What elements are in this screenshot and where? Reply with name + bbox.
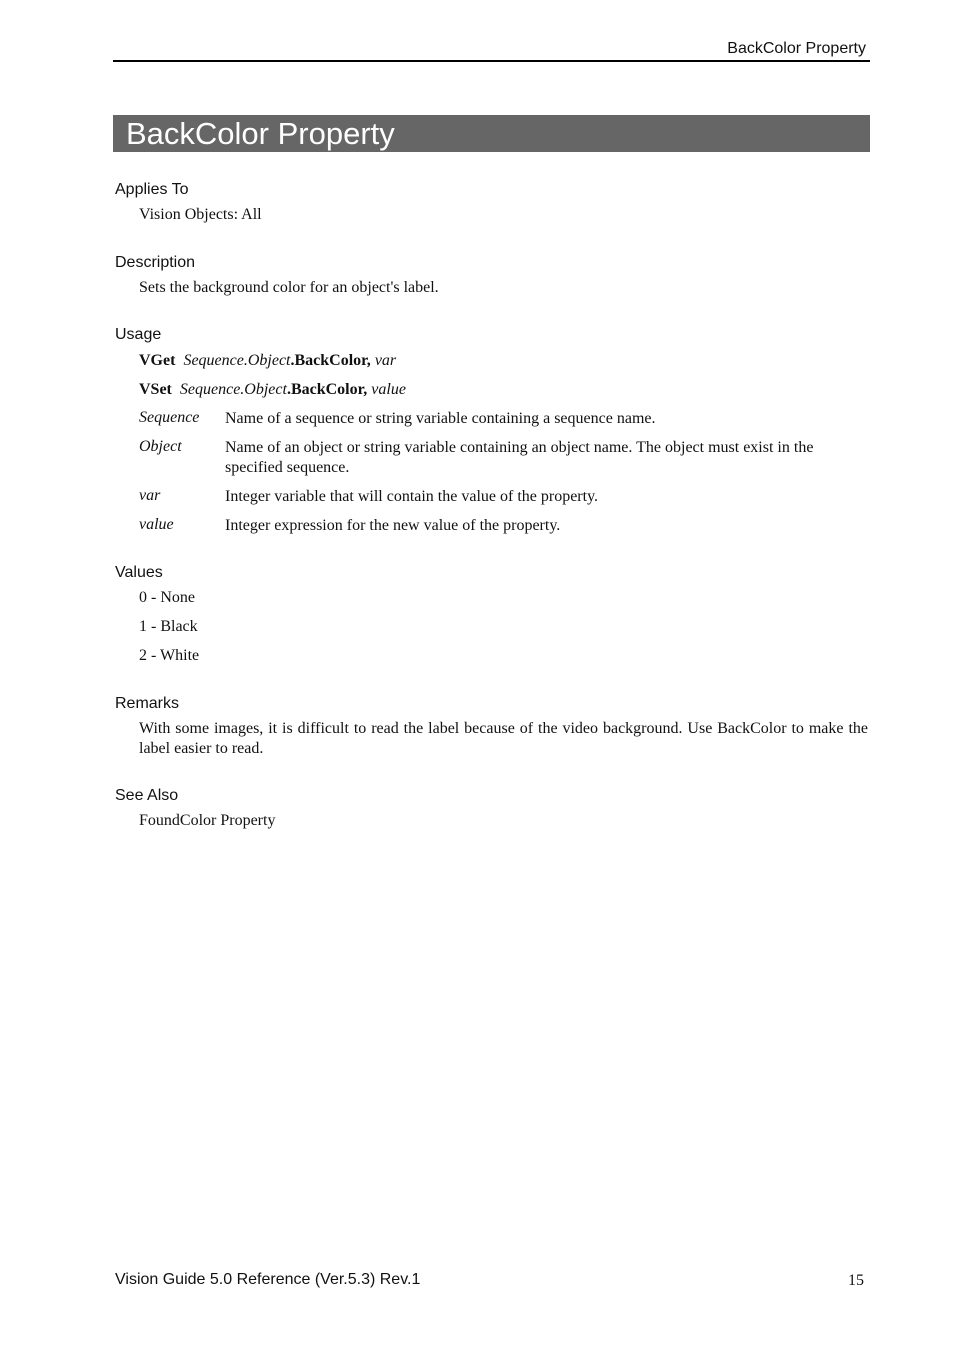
footer-page-number: 15 xyxy=(848,1272,864,1289)
param-term-value: value xyxy=(139,516,174,533)
page-title: BackColor Property xyxy=(126,116,395,151)
param-desc-sequence: Name of a sequence or string variable containing a sequence name. xyxy=(225,410,656,427)
value-item-white: 2 - White xyxy=(139,647,200,664)
running-header: BackColor Property xyxy=(727,40,866,57)
usage-heading: Usage xyxy=(115,326,162,343)
param-term-sequence: Sequence xyxy=(139,409,200,426)
param-desc-value: Integer expression for the new value of the property. xyxy=(225,517,561,534)
usage-vset-syntax xyxy=(139,380,406,400)
value-item-none: 0 - None xyxy=(139,589,195,606)
remarks-text: With some images, it is difficult to read the label because of the video background. Use BackColor to make the label easier to read. xyxy=(139,720,868,757)
description-text: Sets the background color for an object's label. xyxy=(139,279,439,296)
param-desc-object: Name of an object or string variable containing an object name. The object must exist in the specified sequence. xyxy=(225,439,814,476)
vset-dot: . xyxy=(240,381,245,398)
applies-to-heading: Applies To xyxy=(115,181,189,198)
vset-arg: value xyxy=(371,381,406,398)
param-term-object: Object xyxy=(139,438,182,455)
see-also-heading: See Also xyxy=(115,787,179,804)
usage-vget-syntax xyxy=(139,351,396,371)
param-desc-var: Integer variable that will contain the value of the property. xyxy=(225,488,599,505)
vget-dot: . xyxy=(243,352,248,369)
vget-keyword: VGet xyxy=(139,352,176,369)
applies-to-text: Vision Objects: All xyxy=(139,206,262,223)
vget-sequence: Sequence xyxy=(183,352,244,369)
param-term-var: var xyxy=(139,487,161,504)
remarks-heading: Remarks xyxy=(115,695,180,712)
vget-arg: var xyxy=(374,352,397,369)
vset-property: .BackColor, xyxy=(286,381,368,398)
footer-doc-title: Vision Guide 5.0 Reference (Ver.5.3) Rev.1 xyxy=(115,1271,421,1288)
vset-keyword: VSet xyxy=(139,381,172,398)
vget-property: .BackColor, xyxy=(290,352,371,369)
vset-object: Object xyxy=(244,381,287,398)
title-bar xyxy=(113,115,870,152)
description-heading: Description xyxy=(115,254,196,271)
see-also-link[interactable]: FoundColor Property xyxy=(139,812,276,829)
vset-sequence: Sequence xyxy=(179,381,241,398)
values-heading: Values xyxy=(115,564,163,581)
value-item-black: 1 - Black xyxy=(139,618,198,635)
vget-object: Object xyxy=(247,352,291,369)
header-rule xyxy=(113,60,870,62)
